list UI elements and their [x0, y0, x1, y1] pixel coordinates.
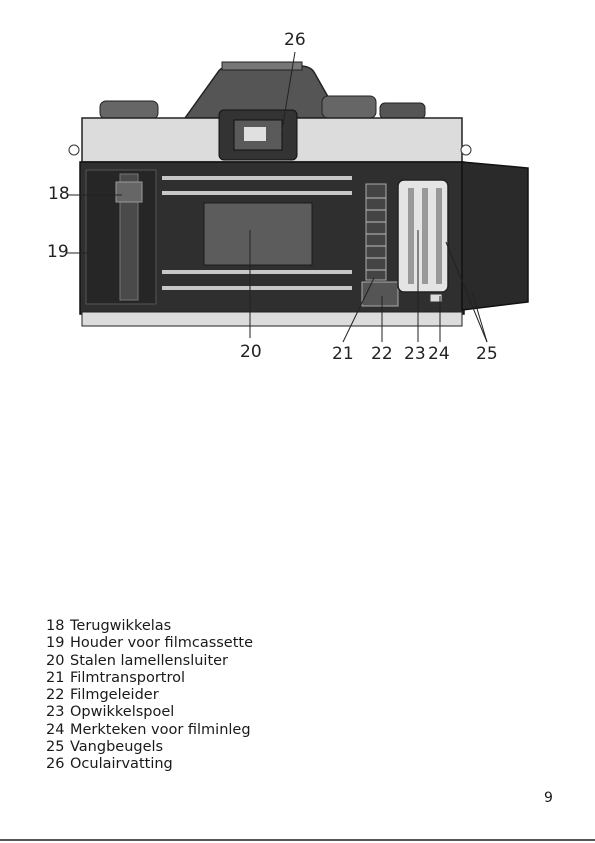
- rail-top-1: [162, 176, 352, 180]
- camera-illustration: [0, 0, 595, 380]
- legend-row: [46, 739, 253, 756]
- legend-number: 23: [46, 704, 65, 721]
- legend-label: Stalen lamellensluiter: [70, 652, 229, 669]
- legend-number: 18: [46, 618, 65, 634]
- legend-label: Filmtransportrol: [70, 669, 186, 686]
- legend-number: 22: [46, 687, 65, 704]
- rewind-fork: [116, 182, 142, 202]
- callout-23: 23: [404, 344, 426, 364]
- legend-row: [46, 756, 253, 773]
- rail-bottom-2: [162, 286, 352, 290]
- legend-row: [46, 670, 253, 687]
- film-guide: [362, 282, 398, 306]
- legend-label: Opwikkelspoel: [70, 704, 175, 721]
- callout-21: 21: [332, 344, 354, 364]
- legend-row: [46, 635, 253, 652]
- rail-bottom-1: [162, 270, 352, 274]
- strap-lug-left: [69, 145, 79, 155]
- legend-number: 20: [46, 652, 65, 669]
- legend-row: [46, 722, 253, 739]
- legend-row: [46, 653, 253, 670]
- legend-number: 19: [46, 635, 65, 652]
- bottom-plate: [82, 312, 462, 326]
- legend-number: 21: [46, 669, 65, 686]
- rail-top-2: [162, 191, 352, 195]
- callout-19: 19: [47, 242, 69, 262]
- callout-25: 25: [476, 344, 498, 364]
- callout-20: 20: [240, 342, 262, 362]
- spool-slot-1: [408, 188, 414, 284]
- camera-back-figure: [0, 0, 595, 380]
- parts-legend: [46, 618, 253, 774]
- legend-number: 25: [46, 739, 65, 756]
- legend-label: Houder voor filmcassette: [70, 635, 254, 652]
- eyepiece-glass: [244, 127, 266, 141]
- callout-18: 18: [48, 184, 70, 204]
- accessory-shoe: [222, 62, 302, 70]
- legend-label: Vangbeugels: [70, 739, 164, 756]
- legend-number: 26: [46, 756, 65, 773]
- page-bottom-rule: [0, 839, 595, 841]
- shutter-curtain: [204, 203, 312, 265]
- legend-label: Terugwikkelas: [70, 618, 172, 634]
- legend-row: [46, 687, 253, 704]
- legend-number: 24: [46, 721, 65, 738]
- shutter-dial: [322, 96, 376, 118]
- callout-22: 22: [371, 344, 393, 364]
- back-door: [462, 162, 528, 310]
- rewind-dial: [100, 101, 158, 119]
- page-number: 9: [544, 790, 553, 806]
- legend-label: Oculairvatting: [70, 756, 173, 773]
- spool-slot-3: [436, 188, 442, 284]
- callout-24: 24: [428, 344, 450, 364]
- spool-slot-2: [422, 188, 428, 284]
- callout-26: 26: [284, 30, 306, 50]
- advance-lever: [380, 103, 425, 119]
- legend-row: [46, 704, 253, 721]
- legend-label: Merkteken voor filminleg: [70, 721, 251, 738]
- strap-lug-right: [461, 145, 471, 155]
- legend-row: [46, 618, 253, 635]
- legend-label: Filmgeleider: [70, 687, 159, 704]
